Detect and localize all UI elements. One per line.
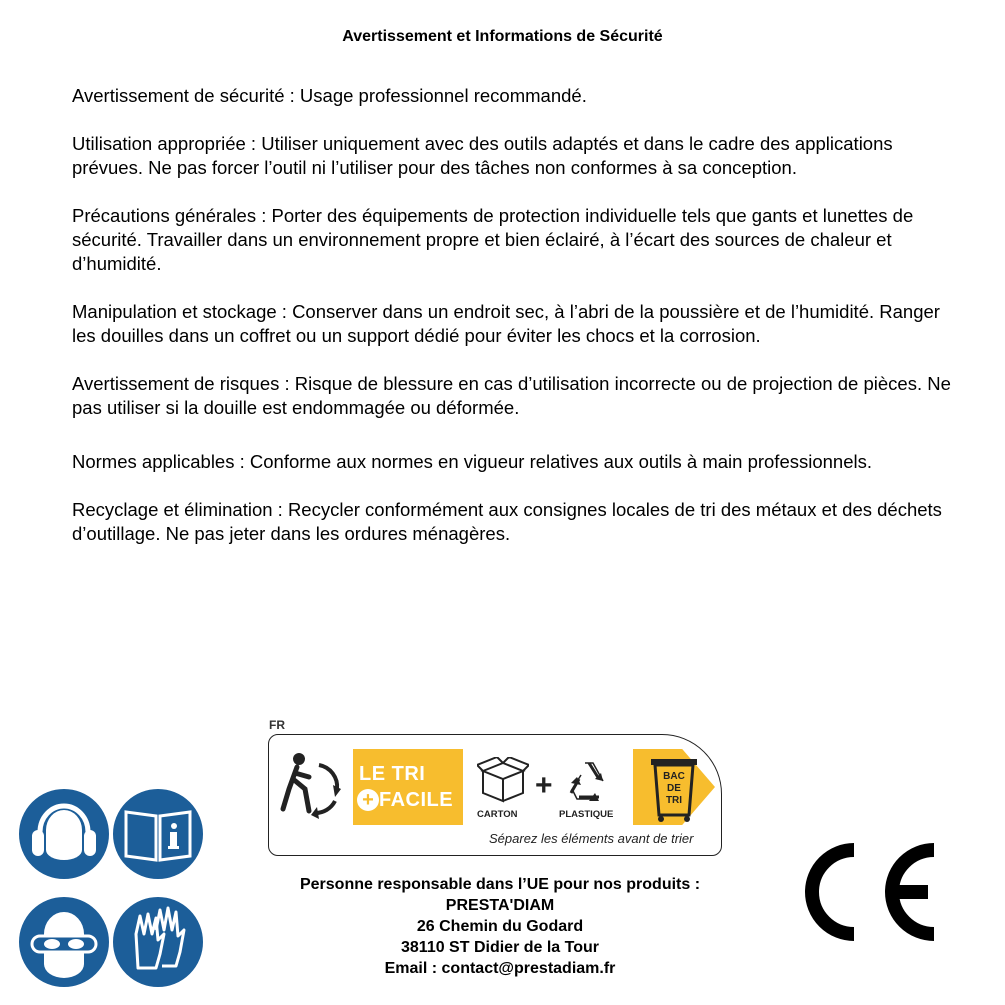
ear-protection-icon — [16, 786, 112, 882]
paragraph-standards: Normes applicables : Conforme aux normes en vigueur relatives aux outils à main professionnels. — [72, 451, 872, 472]
triman-line2: FACILE — [379, 789, 454, 811]
recycle-icon — [565, 757, 613, 805]
paragraph-risks: Avertissement de risques : Risque de blessure en cas d’utilisation incorrecte ou de projection de pièces. Ne pas utiliser si la douille est endommagée ou déformée. — [72, 373, 951, 418]
triman-plus: + — [535, 769, 553, 802]
paragraph-proper-use: Utilisation appropriée : Utiliser uniquement avec des outils adaptés et dans le cadre des applications prévues. Ne pas forcer l’outil ni l’utiliser pour des tâches non conformes à sa conception. — [72, 133, 893, 178]
responsible-person — [250, 874, 750, 979]
plastique-label: PLASTIQUE — [559, 809, 614, 820]
paragraph-safety-warning: Avertissement de sécurité : Usage professionnel recommandé. — [72, 85, 587, 106]
ce-mark-icon — [798, 842, 938, 942]
safety-text — [72, 84, 952, 570]
triman-pill — [353, 749, 463, 825]
triman-logo — [266, 718, 726, 860]
paragraph-precautions: Précautions générales : Porter des équipements de protection individuelle tels que gants et lunettes de sécurité. Travailler dans un environnement propre et bien éclairé, à l’écart des sources de chaleur et d’humidité. — [72, 205, 914, 274]
triman-figure-icon — [275, 745, 345, 821]
read-manual-icon — [110, 786, 206, 882]
triman-plus-badge: + — [357, 789, 379, 811]
responsible-heading: Personne responsable dans l’UE pour nos produits : — [299, 876, 701, 893]
carton-box-icon — [477, 757, 529, 805]
city-address: 38110 ST Didier de la Tour — [401, 939, 599, 956]
triman-line1: LE TRI — [359, 763, 426, 785]
paragraph-handling: Manipulation et stockage : Conserver dans un endroit sec, à l’abri de la poussière et de l’humidité. Ranger les douilles dans un coffret ou un support dédié pour éviter les chocs et la corrosion. — [72, 301, 940, 346]
bin-text-1: BAC — [663, 771, 685, 782]
paragraph-recycling: Recyclage et élimination : Recycler conformément aux consignes locales de tri des métaux et des déchets d’outillage. Ne pas jeter dans les ordures ménagères. — [72, 499, 942, 544]
triman-separate-text: Séparez les éléments avant de trier — [489, 831, 694, 846]
gloves-icon — [110, 894, 206, 990]
page-title: Avertissement et Informations de Sécurité — [342, 28, 663, 45]
recycling-bin-icon — [649, 755, 699, 823]
carton-label: CARTON — [477, 809, 518, 820]
bin-text-2: DE — [667, 783, 681, 794]
triman-country: FR — [269, 718, 285, 732]
bin-text-3: TRI — [665, 795, 683, 806]
eye-protection-icon — [16, 894, 112, 990]
company-name: PRESTA'DIAM — [445, 897, 555, 914]
triman-frame — [268, 734, 722, 856]
email-line: Email : contact@prestadiam.fr — [384, 960, 616, 977]
street-address: 26 Chemin du Godard — [416, 918, 584, 935]
